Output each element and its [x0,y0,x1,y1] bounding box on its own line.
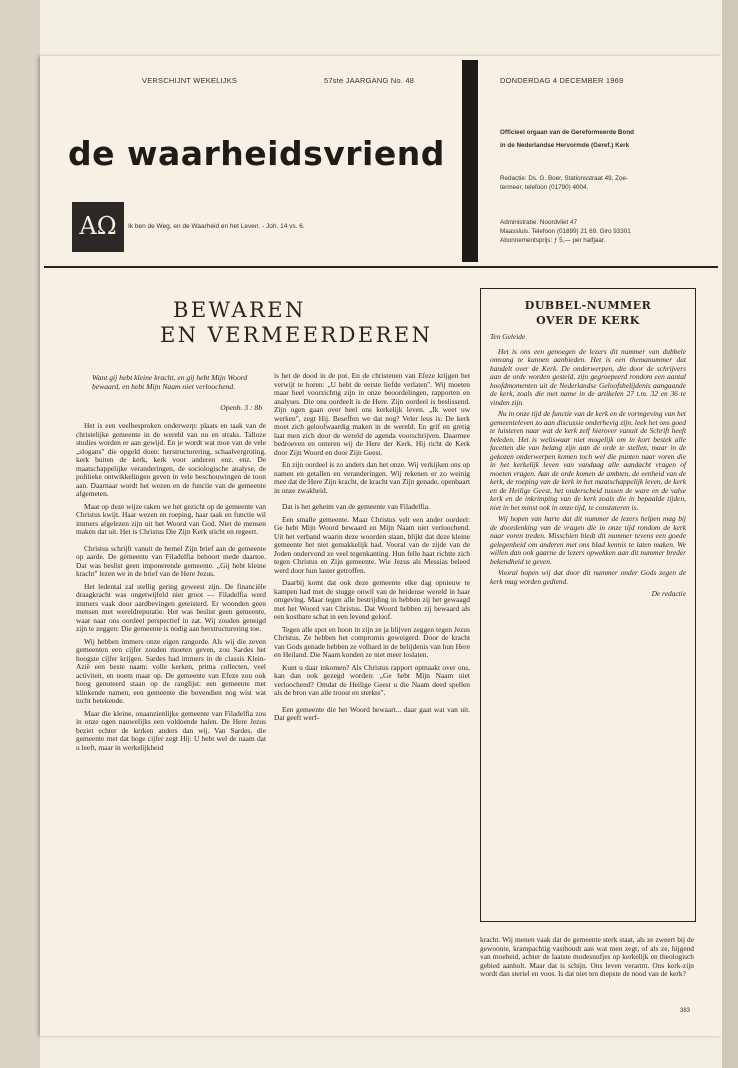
col2-paragraph: Een gemeente die het Woord bewaart... daar gaat wat van uit. Dat geeft werf- [274,704,470,722]
article-title [160,298,432,348]
box-title-line-2: OVER DE KERK [536,314,640,327]
col1-paragraph: Het ledental zal stellig gering geweest zijn. De financiële draagkracht was ongetwijfeld niet groot — Filadelfia werd immers vaak door aardbevingen geteisterd. Er woonden geen mensen met wereldreputatie. Het was beslist geen gemeente, waar naar ons oordeel perspectief in zat. Wij zouden geneigd zijn te zeggen: Die gemeente is nodig aan herstructurering toe. [76,581,266,633]
box-title-line-1: DUBBEL-NUMMER [524,299,652,312]
col2-paragraph: Dat is het geheim van de gemeente van Filadelfia. [282,502,430,511]
box-body [490,348,686,599]
col1-paragraph: Het is een veelbesproken onderwerp: plaats en taak van de christelijke gemeente in de wereld van nu en straks. Talloze studies worden er aan gewijd. En je wordt wat moe van de vele „slogans" die opgeld doen: herstructurering, schaalvergroting, kerk buiten de kerk, kerk voor anderen enz. enz. De maatschappelijke veranderingen, de sociologische analyse, de politieke ontwikkelingen geven in vele beschouwingen de toon aan. Daarnaar wordt het wezen en de functie van de gemeente afgemeten. [76,421,266,498]
admin-line-3: Abonnementsprijs: ƒ 5,— per halfjaar. [500,237,606,244]
col1-paragraph: Wij hebben immers onze eigen rangorde. Als wij die zeven gemeenten een cijfer zouden moeten geven, zou Sardes het hoogste cijfer krijgen. Sardes had immers in de classis Klein-Azië een beste naam: volle kerken, prima collecten, veel activiteit, en noem maar op. De gemeente van Efeze zou ook hoog genoteerd staan op de ranglijst: een gemeente met klinkende namen, een gemeente die bovendien nog wist wat tucht betekende. [76,636,266,705]
article-column-3 [480,936,694,983]
background-left-page [0,0,40,1068]
admin-line-2: Maassluis. Telefoon (01899) 21 69. Giro 93301 [500,228,631,235]
admin-line-1: Administratie: Noordvliet 47 [500,219,577,226]
article-title-line-2: EN VERMEERDEREN [160,323,433,347]
bible-quote: Want gij hebt kleine kracht, en gij hebt Mijn Woord bewaard, en hebt Mijn Naam niet verloochend. [92,373,248,391]
background-right-page [722,0,738,1068]
box-paragraph: Nu in onze tijd de functie van de kerk en de vormgeving van het gemeenteleven zo aan discussie onderhevig zijn, leek het ons goed te luisteren naar wat de kerk zelf hierover vanuit de Schrift heeft beleden. Het is weliswaar niet mogelijk om in kort bestek alle facetten die van belang zijn aan de orde te stellen, maar in de gekozen onderwerpen komen toch wel die punten naar voren die in het kerkelijk leven van vandaag alle aandacht vragen of moeten vragen. Aan de orde komen de ambten, de eenheid van de kerk, de roeping van de kerk in het maatschappelijk leven, de kerk en de Heilige Geest, het onderscheid tussen de ware en de valse kerk en de inkrimping van de kerk zoals die in bepaalde tijden, niet in het minst ook in onze tijd, te constateren is. [490,409,686,512]
official-organ-block [500,128,715,150]
dubbel-nummer-box [480,288,696,922]
box-signature: De redactie [651,589,686,598]
col2-paragraph: Tegen alle spot en hoon in zijn ze ja blijven zeggen tegen Jezus Christus. Ze hebben het compromis geweigerd. Door de kracht van Gods genade hebben ze volhard in de belijdenis van hun Here en Heiland. Die Naam konden ze niet meer loslaten. [274,624,470,659]
weekly-label: VERSCHIJNT WEKELIJKS [142,76,238,85]
administratie-block [500,218,715,245]
col1-paragraph: Maar op deze wijze raken we het gezicht op de gemeente van Christus kwijt. Haar wezen en roeping, haar taak en functie wil immers afgelezen zijn uit het Woord van God. Niet de mensen maken dat uit. Het is Christus Die Zijn Kerk sticht en regeert. [76,501,266,536]
official-line-2: in de Nederlandse Hervormde (Geref.) Kerk [500,142,630,149]
box-paragraph: Vooral hopen wij dat door dit nummer onder Gods zegen de kerk mag worden gediend. [490,568,686,586]
redactie-line-1: Redactie: Ds. G. Boer, Stationsstraat 49, Zoe- [500,175,629,182]
col2-paragraph: Daarbij komt dat ook deze gemeente elke dag opnieuw te kampen had met de stugge onwil van de heidense wereld in haar omgeving. Maar tegen alle bestrijding in hebben zij het gewaagd met het Woord van Christus. Dat Woord hebben zij bewaard als een kostbare schat in een levend geloof. [274,578,470,621]
bible-quote-reference: Openb. 3 : 8b [220,403,262,412]
box-paragraph: Het is ons een genoegen de lezers dit nummer van dubbele omvang te kunnen aanbieden. Het is een themanummer dat handelt over de Kerk. De onderwerpen, die door de schrijvers aan de orde worden gesteld, zijn gegroepeerd rondom een aantal hoofdmomenten uit de Nederlandse Geloofsbelijdenis aangaande de kerk, zoals die met name in de artikelen 27 t.m. 32 en 36 te vinden zijn. [490,346,686,407]
motto-text: Ik ben de Weg, en de Waarheid en het Leven. - Joh. 14 vs. 6. [128,223,305,230]
col2-paragraph: Kunt u daar inkomen? Als Christus rapport opmaakt over ons, kan dan ook gezegd worden: „Ge hebt Mijn Naam niet verloochend? Omdat de Heilige Geest u die Naam deed spellen als de bron van alle troost en sterkte". [274,662,470,697]
col3-paragraph: kracht. Wij menen vaak dat de gemeente sterk staat, als ze zweert bij de gewoonte, krampachtig vasthoudt aan wat men zegt, of als ze, hijgend van moeheid, achter de laatste modesnufjes op kerkelijk en theologisch gebied aanholt. Maar dat is schijn. Ons leven verarmt. Ons kerk-zijn wordt dan steriel en voos. Is dat niet ten diepste de nood van de kerk? [480,935,694,978]
article-column-2 [274,372,470,727]
redactie-block [500,174,715,192]
volume-label: 57ste JAARGANG No. 48 [324,76,415,85]
col1-paragraph: Christus schrijft vanuit de hemel Zijn brief aan de gemeente op aarde. De gemeente van Filadelfia behoort mede daartoe. Dat was beslist geen imponerende gemeente. „Gij hebt kleine kracht" lezen we in de brief van de Here Jezus. [76,543,266,578]
box-subtitle: Ten Geleide [490,332,526,341]
newspaper-page [40,56,722,1036]
official-line-1: Officieel orgaan van de Gereformeerde Bond [500,129,635,136]
redactie-line-2: termeer, telefoon (01790) 4004. [500,184,589,191]
col2-paragraph: Een smalle gemeente. Maar Christus velt een ander oordeel: Ge hebt Mijn Woord bewaard en Mijn Naam niet verloochend. Uit het verband waarin deze woorden staan, blijkt dat deze kleine gemeente het niet gemakkelijk had. Vooral van de zijde van de Joden ondervond ze veel tegenkanting. Hun felle haat richtte zich tegen Christus en Zijn gemeente. Wie Jezus als Messias beleed werd door hun laster getroffen. [274,514,470,575]
col2-paragraph: En zijn oordeel is zo anders dan het onze. Wij verkijken ons op namen en getallen en veranderingen. Wij rekenen er zo weinig mee dat de Here Zijn kracht, de kracht van Zijn genade, openbaart in onze zwakheid. [274,460,470,495]
masthead-rule [44,266,718,268]
page-number: 383 [680,1008,691,1014]
box-paragraph: Wij hopen van harte dat dit nummer de lezers helpen mag bij de doordenking van de vragen die in onze tijd rondom de kerk naar voren treden. Misschien biedt dit nummer tevens een goede gelegenheid om anderen met ons blad kennis te laten maken. We willen dan ook gaarne de lezers opwekken aan dit nummer breder bekendheid te geven. [490,514,686,566]
masthead-black-bar [462,60,478,262]
alpha-omega-logo: AΩ [72,202,124,252]
col1-paragraph: Maar die kleine, onaanzienlijke gemeente van Filadelfia zou in onze ogen nauwelijks een voldoende halen. De Here Jezus beziet echter de kerken anders dan wij. Van Sardes, die gemeente met dat hoge cijfer zegt Hij: U hebt wel de naam dat u leeft, maar in werkelijkheid [76,708,266,752]
article-title-line-1: BEWAREN [173,298,306,322]
date-label: DONDERDAG 4 DECEMBER 1969 [500,76,624,85]
article-column-1 [76,422,266,756]
col2-paragraph: is het de dood in de pot. En de christenen van Efeze krijgen het verwijt te horen: „U hebt de eerste liefde verlaten". Wij moeten maar heel voorzichtig zijn in onze beoordelingen, rapporten en analyses. Die ons oordeelt is de Here. Zijn oordeel is beslissend. Zijn ogen gaan over heel ons kerkelijk leven. „Ik weet uw werken", zegt Hij. Beseffen we dat nog? Veler leus is: De kerk moet zich geloofwaardig maken in de wereld. En grif en gretig laat men zich door de wereld de agenda voorschrijven. Daarmee bedroeven en onteren wij de Here der Kerk. Hij richt de Kerk door Zijn Woord en door Zijn Geest. [274,371,470,457]
masthead-title: de waarheidsvriend [68,134,445,173]
